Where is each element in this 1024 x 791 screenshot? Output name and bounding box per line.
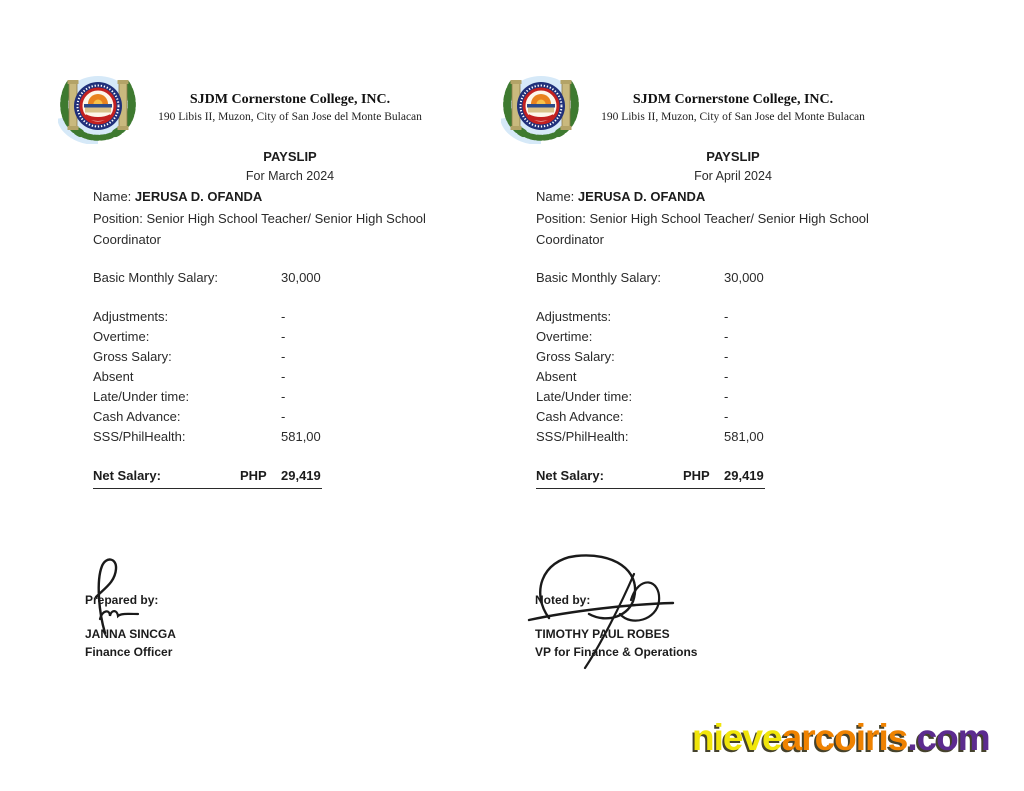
name-value: JERUSA D. OFANDA (577, 189, 706, 204)
signature-caption: Prepared by: (85, 593, 159, 607)
net-salary-row (536, 468, 765, 489)
row-label: Gross Salary: (536, 349, 615, 364)
org-address: 190 Libis II, Muzon, City of San Jose del Monte Bulacan (158, 111, 422, 123)
position-label: Position: (93, 211, 143, 226)
row-label: SSS/PhilHealth: (93, 429, 186, 444)
row-value: - (281, 369, 286, 384)
row-value: - (281, 349, 286, 364)
site-watermark (692, 717, 990, 759)
salary-row (93, 369, 393, 389)
salary-row (536, 270, 836, 290)
row-value: - (724, 369, 729, 384)
school-seal-logo (501, 74, 581, 144)
salary-row (93, 309, 393, 329)
row-label: SSS/PhilHealth: (536, 429, 629, 444)
row-label: Basic Monthly Salary: (93, 270, 218, 285)
net-salary-value: 29,419 (281, 468, 321, 483)
watermark-part-nieve: nieve (692, 717, 782, 758)
row-value: - (724, 409, 729, 424)
salary-row (536, 349, 836, 369)
row-value: 581,00 (724, 429, 764, 444)
employee-position-row (93, 209, 433, 250)
payslip-title: PAYSLIP (263, 149, 317, 164)
org-address: 190 Libis II, Muzon, City of San Jose del Monte Bulacan (601, 111, 865, 123)
school-seal-logo (58, 74, 138, 144)
salary-row (536, 409, 836, 429)
name-value: JERUSA D. OFANDA (134, 189, 263, 204)
net-salary-row (93, 468, 322, 489)
payslip-title: PAYSLIP (706, 149, 760, 164)
row-value: - (281, 409, 286, 424)
name-label: Name: (536, 189, 575, 204)
row-value: - (724, 309, 729, 324)
net-salary-currency: PHP (240, 468, 267, 483)
row-value: - (724, 329, 729, 344)
salary-row (93, 349, 393, 369)
position-value: Senior High School Teacher/ Senior High School Coordinator (536, 211, 869, 247)
payslip-period: For March 2024 (245, 169, 335, 183)
salary-row (536, 329, 836, 349)
signatory-name: JANNA SINCGA (85, 627, 176, 641)
salary-row (93, 429, 393, 449)
row-value: 30,000 (724, 270, 764, 285)
employee-position-row (536, 209, 876, 250)
row-label: Late/Under time: (536, 389, 633, 404)
position-value: Senior High School Teacher/ Senior High School Coordinator (93, 211, 426, 247)
row-value: - (724, 349, 729, 364)
row-label: Absent (93, 369, 134, 384)
payslip-april (501, 72, 881, 677)
salary-row (536, 429, 836, 449)
salary-row (93, 270, 393, 290)
row-label: Overtime: (93, 329, 150, 344)
row-value: - (724, 389, 729, 404)
watermark-part-com: .com (907, 717, 990, 758)
payslip-period: For April 2024 (694, 169, 772, 183)
row-value: 30,000 (281, 270, 321, 285)
watermark-part-arcoiris: arcoiris (781, 717, 908, 758)
signatory-title: VP for Finance & Operations (535, 645, 698, 659)
payslip-march (58, 72, 438, 677)
salary-row (93, 329, 393, 349)
row-label: Adjustments: (93, 309, 169, 324)
row-label: Overtime: (536, 329, 593, 344)
net-salary-currency: PHP (683, 468, 710, 483)
net-salary-value: 29,419 (724, 468, 764, 483)
salary-row (536, 389, 836, 409)
row-label: Late/Under time: (93, 389, 190, 404)
employee-name-row (536, 189, 705, 204)
row-label: Cash Advance: (536, 409, 624, 424)
salary-row (93, 409, 393, 429)
row-value: - (281, 309, 286, 324)
row-value: 581,00 (281, 429, 321, 444)
row-label: Adjustments: (536, 309, 612, 324)
position-label: Position: (536, 211, 586, 226)
row-label: Cash Advance: (93, 409, 181, 424)
net-salary-label: Net Salary: (93, 468, 161, 483)
org-name: SJDM Cornerstone College, INC. (632, 92, 834, 107)
signature-caption: Noted by: (535, 593, 591, 607)
row-label: Absent (536, 369, 577, 384)
name-label: Name: (93, 189, 132, 204)
row-label: Gross Salary: (93, 349, 172, 364)
signatory-title: Finance Officer (85, 645, 173, 659)
net-salary-label: Net Salary: (536, 468, 604, 483)
row-value: - (281, 329, 286, 344)
employee-name-row (93, 189, 262, 204)
salary-row (536, 369, 836, 389)
row-value: - (281, 389, 286, 404)
signatory-name: TIMOTHY PAUL ROBES (535, 627, 670, 641)
salary-row (93, 389, 393, 409)
org-name: SJDM Cornerstone College, INC. (189, 92, 391, 107)
row-label: Basic Monthly Salary: (536, 270, 661, 285)
salary-row (536, 309, 836, 329)
